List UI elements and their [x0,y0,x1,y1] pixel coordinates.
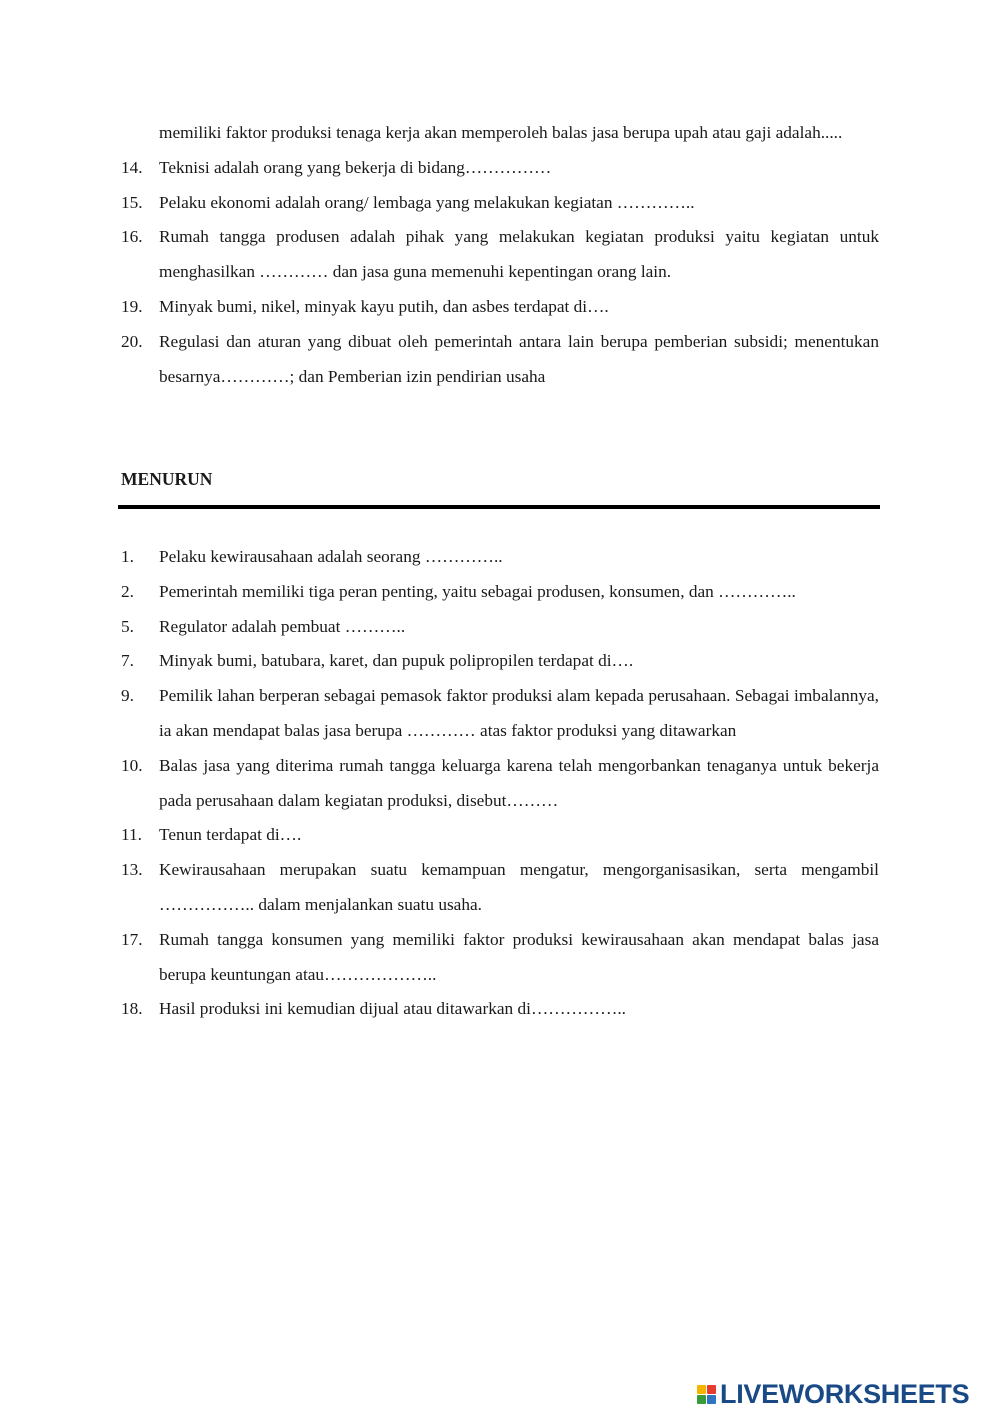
list-item [121,325,879,395]
item-text: Pelaku ekonomi adalah orang/ lembaga yang melakukan kegiatan ………….. [159,192,695,212]
item-text: Regulator adalah pembuat ……….. [159,616,406,636]
item-text: Balas jasa yang diterima rumah tangga keluarga karena telah mengorbankan tenaganya untuk bekerja pada perusahaan dalam kegiatan produksi, disebut……… [159,755,879,810]
item-number: 16. [121,227,143,247]
list-item [121,749,879,819]
item-number: 19. [121,296,143,316]
item-number: 1. [121,547,134,566]
item-number: 14. [121,157,143,177]
list-item [121,290,879,325]
item-text: Regulasi dan aturan yang dibuat oleh pemerintah antara lain berupa pemberian subsidi; menentukan besarnya…………; dan Pemberian izin pendirian usaha [159,331,879,386]
liveworksheets-logo-icon [697,1385,716,1404]
item-number: 17. [121,929,143,949]
item-text: Teknisi adalah orang yang bekerja di bidang…………… [159,157,552,177]
item-text: Rumah tangga produsen adalah pihak yang melakukan kegiatan produksi yaitu kegiatan untuk menghasilkan ………… dan jasa guna memenuhi kepentingan orang lain. [159,227,879,282]
liveworksheets-watermark [697,1376,969,1412]
list-item [121,610,879,645]
item-text: Pelaku kewirausahaan adalah seorang ………….. [159,547,503,566]
item-number: 9. [121,686,134,706]
item-text: Pemerintah memiliki tiga peran penting, yaitu sebagai produsen, konsumen, dan ………….. [159,581,796,601]
list-item [121,853,879,923]
item-number: 5. [121,616,134,636]
item-text: Hasil produksi ini kemudian dijual atau ditawarkan di…………….. [159,999,626,1019]
list-item [121,923,879,993]
list-item [121,644,879,679]
item-number: 13. [121,860,143,880]
list-item [121,151,879,186]
list-item [121,679,879,749]
item-number: 20. [121,331,143,351]
brand-name: LIVEWORKSHEETS [720,1378,970,1409]
list-item [121,992,879,1027]
item-number: 10. [121,755,143,775]
item-text: Minyak bumi, nikel, minyak kayu putih, dan asbes terdapat di…. [159,296,609,316]
item-text: Tenun terdapat di…. [159,825,302,845]
item-number: 11. [121,825,142,845]
item-text: Pemilik lahan berperan sebagai pemasok faktor produksi alam kepada perusahaan. Sebagai imbalannya, ia akan mendapat balas jasa berupa ………… atas faktor produksi yang ditawarkan [159,686,879,740]
section-heading-menurun: MENURUN [121,469,213,489]
item-number: 18. [121,999,143,1019]
list-item [121,540,879,575]
item-text: Rumah tangga konsumen yang memiliki faktor produksi kewirausahaan akan mendapat balas jasa berupa keuntungan atau……………….. [159,929,879,984]
item-number: 2. [121,581,134,601]
list-item [121,575,879,610]
item-number: 7. [121,651,134,671]
section-divider [118,505,880,509]
mendatar-continued-list [121,116,879,394]
item-text: Minyak bumi, batubara, karet, dan pupuk polipropilen terdapat di…. [159,651,634,671]
menurun-list [121,540,879,1027]
continuation-text: memiliki faktor produksi tenaga kerja akan memperoleh balas jasa berupa upah atau gaji adalah..... [159,123,843,142]
item-number: 15. [121,192,143,212]
list-item [121,220,879,290]
list-item [121,186,879,221]
list-item [121,818,879,853]
item-text: Kewirausahaan merupakan suatu kemampuan mengatur, mengorganisasikan, serta mengambil …………….. dalam menjalankan suatu usaha. [159,860,879,914]
